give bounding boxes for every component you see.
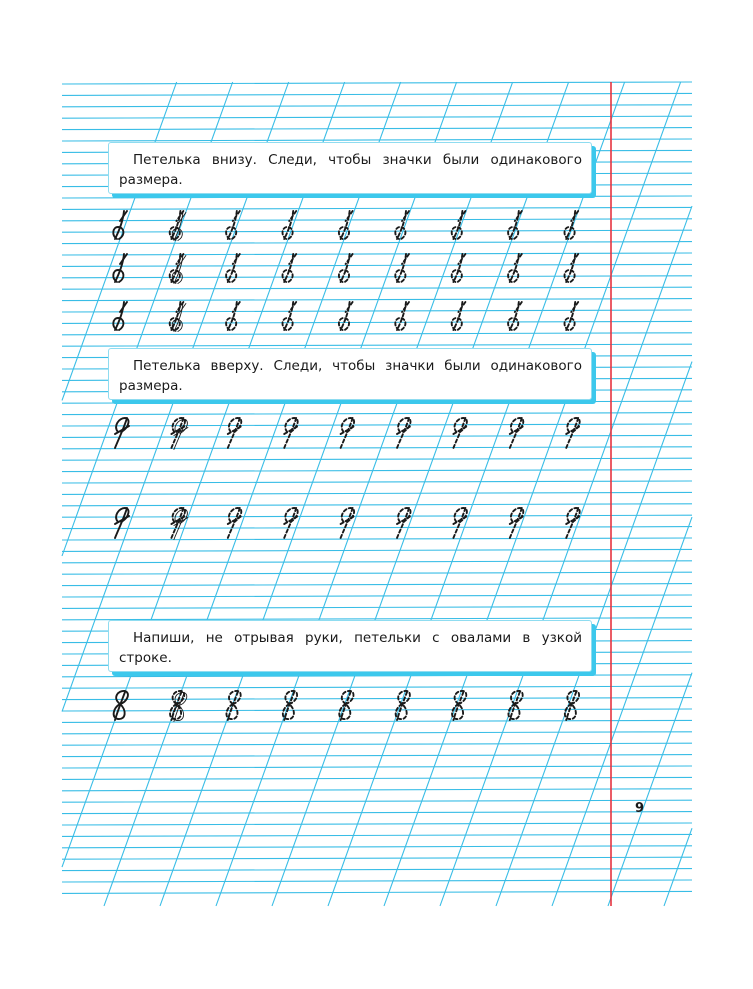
glyph-loop-up — [566, 418, 580, 448]
glyph-loop-down — [395, 254, 409, 282]
ruling-line — [62, 720, 692, 722]
glyph-loop-up — [284, 508, 298, 538]
task-card-loop-down — [108, 142, 592, 194]
ruling-line — [62, 812, 692, 814]
glyph-loop-oval — [396, 691, 410, 720]
ruling-line — [62, 344, 692, 346]
ruling-line — [62, 333, 692, 335]
glyph-loop-oval — [114, 691, 128, 720]
ruling-line — [62, 527, 692, 529]
ruling-line — [62, 401, 692, 403]
glyph-loop-up — [397, 418, 411, 448]
ruling-line — [62, 686, 692, 688]
ruling-line — [62, 766, 692, 768]
ruling-line — [62, 823, 692, 825]
ruling-line — [62, 424, 692, 426]
ruling-line — [62, 219, 692, 221]
ruling-line — [62, 698, 692, 700]
ruling-line — [62, 287, 692, 289]
glyph-loop-down — [339, 302, 353, 330]
glyph-loop-oval — [170, 691, 187, 722]
glyph-loop-up — [510, 418, 524, 448]
ruling-line — [62, 789, 692, 791]
ruling-line — [62, 196, 692, 198]
glyph-loop-up — [341, 418, 355, 448]
glyph-loop-down — [564, 254, 578, 282]
ruling-line — [62, 606, 692, 608]
ruling-line — [62, 82, 345, 867]
ruling-line — [62, 743, 692, 745]
glyph-loop-up — [284, 418, 298, 448]
glyph-loop-up — [228, 418, 242, 448]
ruling-line — [62, 242, 692, 244]
glyph-loop-up — [228, 508, 242, 538]
glyph-loop-down — [170, 302, 186, 332]
ruling-line — [62, 105, 692, 107]
ruling-line — [62, 595, 692, 597]
ruling-line — [62, 869, 692, 871]
ruling-line — [62, 481, 692, 483]
ruling-line — [62, 128, 692, 130]
glyph-loop-down — [508, 254, 522, 282]
glyph-loop-down — [564, 302, 578, 330]
glyph-loop-down — [508, 302, 522, 330]
task-1-text: Петелька внизу. Следи, чтобы значки были одинакового размера. — [119, 152, 582, 188]
glyph-loop-down — [226, 302, 240, 330]
ruling-line — [62, 846, 692, 848]
ruling-line — [664, 828, 692, 906]
task-card-loop-up — [108, 348, 592, 400]
glyph-loop-oval — [452, 691, 466, 720]
ruling-line — [62, 538, 692, 540]
glyph-loop-down — [339, 254, 353, 282]
ruling-line — [62, 207, 692, 209]
ruling-line — [62, 572, 692, 574]
ruling-line — [62, 515, 692, 517]
line-ruling — [62, 82, 692, 906]
ruling-line — [62, 264, 692, 266]
glyph-loop-up — [453, 418, 467, 448]
ruling-line — [62, 584, 692, 586]
glyph-loop-down — [113, 302, 127, 330]
ruling-line — [62, 93, 692, 95]
ruling-line — [62, 675, 692, 677]
ruling-line — [62, 891, 692, 893]
ruling-line — [62, 230, 692, 232]
glyph-loop-up — [115, 508, 129, 538]
ruling-line — [384, 82, 681, 906]
ruling-line — [62, 413, 692, 415]
ruling-line — [62, 504, 692, 506]
ruling-line — [62, 276, 692, 278]
ruling-line — [62, 800, 692, 802]
glyph-loop-down — [282, 302, 296, 330]
task-3-text: Напиши, не отрывая руки, петельки с овалами в узкой строке. — [119, 630, 582, 666]
glyph-loop-down — [282, 254, 296, 282]
glyph-loop-down — [452, 254, 466, 282]
glyph-loop-oval — [339, 691, 353, 720]
task-card-loop-oval — [108, 620, 592, 672]
ruling-line — [62, 492, 692, 494]
ruling-line — [62, 82, 692, 84]
glyph-loop-down — [395, 302, 409, 330]
glyph-loop-down — [508, 211, 522, 239]
glyph-loop-down — [452, 302, 466, 330]
ruling-line — [62, 834, 692, 836]
ruling-line — [62, 880, 692, 882]
glyph-loop-up — [115, 418, 129, 448]
glyph-loop-up — [397, 508, 411, 538]
task-2-text: Петелька вверху. Следи, чтобы значки были одинакового размера. — [119, 358, 582, 394]
ruling-line — [62, 299, 692, 301]
ruling-line — [62, 755, 692, 757]
ruling-line — [62, 709, 692, 711]
glyph-loop-down — [170, 211, 186, 241]
ruling-line — [62, 561, 692, 563]
glyph-loop-down — [170, 254, 186, 284]
glyph-loop-oval — [283, 691, 297, 720]
glyph-loop-up — [171, 418, 188, 450]
glyph-loop-down — [452, 211, 466, 239]
ruling-line — [328, 82, 625, 906]
ruling-line — [62, 549, 692, 551]
ruling-line — [62, 435, 692, 437]
ruling-line — [62, 116, 692, 118]
ruling-line — [62, 857, 692, 859]
glyph-loop-up — [341, 508, 355, 538]
glyph-loop-oval — [226, 691, 240, 720]
ruling-line — [552, 517, 692, 906]
glyph-loop-down — [226, 211, 240, 239]
page-number: 9 — [635, 801, 645, 816]
ruling-line — [62, 321, 692, 323]
ruling-line — [62, 253, 692, 255]
ruling-line — [62, 732, 692, 734]
